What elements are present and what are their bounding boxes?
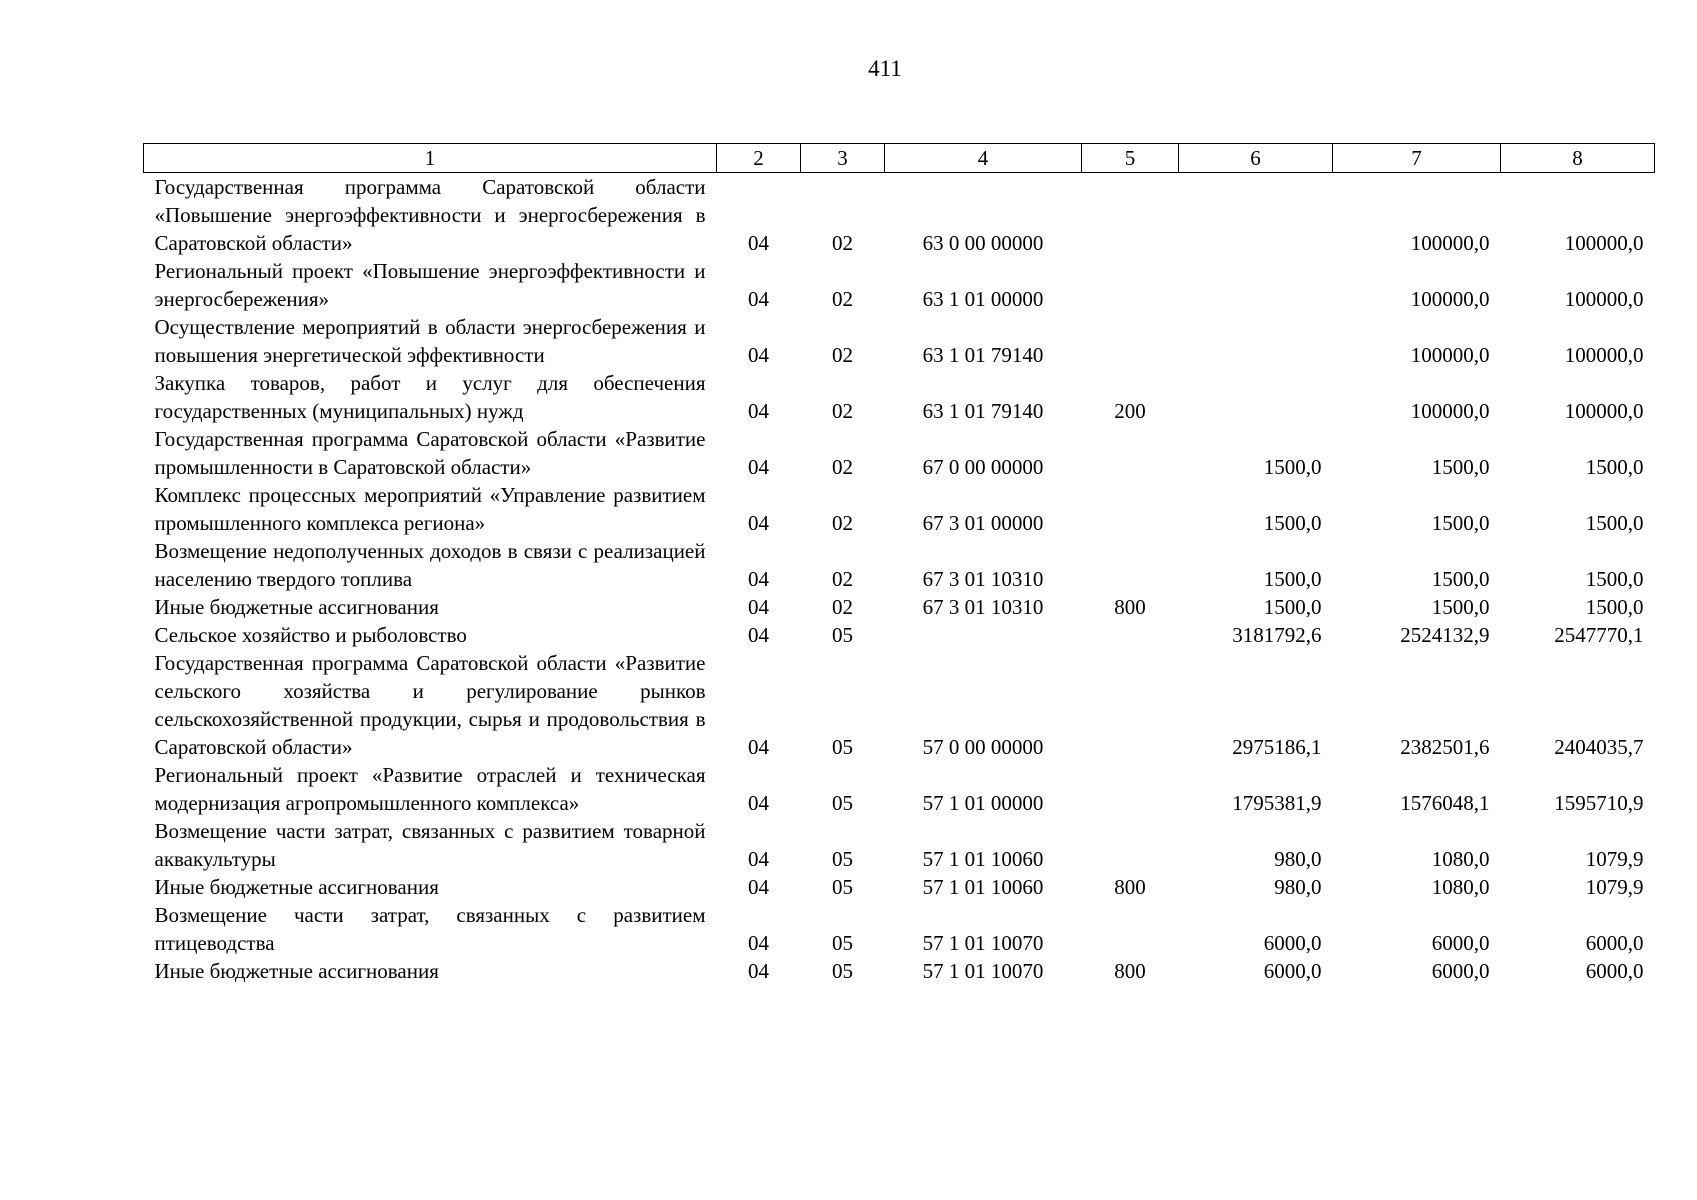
row-amount-col7: 1080,0: [1431, 847, 1490, 871]
row-subsection-code: 05: [832, 847, 853, 871]
row-amount-col7: 2382501,6: [1400, 735, 1490, 759]
row-amount-col6: 6000,0: [1263, 931, 1322, 955]
row-amount-col7: 100000,0: [1410, 231, 1490, 255]
row-subsection-code: 02: [832, 567, 853, 591]
row-target-article: 63 1 01 79140: [922, 343, 1044, 367]
row-section-code: 04: [748, 623, 769, 647]
row-amount-col6: 6000,0: [1263, 959, 1322, 983]
row-target-article: 67 3 01 10310: [922, 595, 1044, 619]
header-col-3: 3: [801, 144, 885, 173]
row-section-code: 04: [748, 231, 769, 255]
row-name: Возмещение части затрат, связанных с развитием птицеводства: [154, 903, 706, 955]
row-amount-col6: [1179, 257, 1333, 313]
row-amount-col8: 1079,9: [1585, 847, 1644, 871]
page-number: 411: [868, 56, 902, 81]
row-expense-type: [1082, 649, 1179, 761]
row-expense-type: [1082, 817, 1179, 873]
row-name: Возмещение части затрат, связанных с развитием товарной аквакультуры: [154, 819, 706, 871]
row-amount-col7: 1080,0: [1431, 875, 1490, 899]
row-expense-type: 800: [1114, 959, 1146, 983]
row-target-article: 63 0 00 00000: [922, 231, 1044, 255]
row-subsection-code: 02: [832, 595, 853, 619]
row-target-article: 63 1 01 79140: [922, 399, 1044, 423]
table-row: [144, 481, 1655, 537]
table-row: [144, 957, 1655, 985]
row-amount-col7: 100000,0: [1410, 399, 1490, 423]
row-subsection-code: 02: [832, 343, 853, 367]
row-amount-col6: 1500,0: [1263, 595, 1322, 619]
row-subsection-code: 02: [832, 287, 853, 311]
row-expense-type: 200: [1114, 399, 1146, 423]
row-amount-col6: [1179, 369, 1333, 425]
row-name: Сельское хозяйство и рыболовство: [154, 623, 467, 647]
row-name: Иные бюджетные ассигнования: [154, 959, 439, 983]
row-section-code: 04: [748, 847, 769, 871]
row-amount-col6: 3181792,6: [1232, 623, 1322, 647]
row-target-article: 57 1 01 10070: [922, 959, 1044, 983]
row-amount-col6: [1179, 173, 1333, 258]
row-subsection-code: 02: [832, 231, 853, 255]
row-section-code: 04: [748, 511, 769, 535]
row-target-article: 67 3 01 10310: [922, 567, 1044, 591]
table-row: [144, 313, 1655, 369]
row-expense-type: [1082, 761, 1179, 817]
row-subsection-code: 05: [832, 623, 853, 647]
budget-table: [143, 143, 1655, 985]
row-subsection-code: 02: [832, 511, 853, 535]
row-name: Комплекс процессных мероприятий «Управление развитием промышленного комплекса региона»: [154, 483, 706, 535]
header-col-1: 1: [144, 144, 717, 173]
row-amount-col6: 1500,0: [1263, 567, 1322, 591]
row-amount-col8: 2404035,7: [1554, 735, 1644, 759]
row-amount-col6: 1500,0: [1263, 511, 1322, 535]
row-amount-col7: 1576048,1: [1400, 791, 1490, 815]
table-row: [144, 173, 1655, 258]
row-target-article: 67 0 00 00000: [922, 455, 1044, 479]
row-expense-type: [1082, 425, 1179, 481]
row-section-code: 04: [748, 959, 769, 983]
row-name: Иные бюджетные ассигнования: [154, 875, 439, 899]
row-subsection-code: 02: [832, 455, 853, 479]
row-amount-col8: 1500,0: [1585, 455, 1644, 479]
row-section-code: 04: [748, 399, 769, 423]
row-target-article: 57 1 01 10070: [922, 931, 1044, 955]
table-row: [144, 873, 1655, 901]
row-target-article: 57 1 01 10060: [922, 875, 1044, 899]
row-expense-type: 800: [1114, 595, 1146, 619]
row-amount-col8: 1500,0: [1585, 511, 1644, 535]
row-amount-col8: 6000,0: [1585, 959, 1644, 983]
table-row: [144, 425, 1655, 481]
row-amount-col6: [1179, 313, 1333, 369]
row-amount-col8: 1079,9: [1585, 875, 1644, 899]
row-section-code: 04: [748, 931, 769, 955]
row-expense-type: [1082, 621, 1179, 649]
header-col-8: 8: [1501, 144, 1655, 173]
row-amount-col6: 2975186,1: [1232, 735, 1322, 759]
row-amount-col6: 980,0: [1274, 875, 1322, 899]
row-name: Государственная программа Саратовской области «Развитие сельского хозяйства и регулирование рынков сельскохозяйственной продукции, сырья и продовольствия в Саратовской области»: [154, 651, 706, 759]
row-section-code: 04: [748, 735, 769, 759]
row-expense-type: [1082, 173, 1179, 258]
row-expense-type: 800: [1114, 875, 1146, 899]
table-row: [144, 537, 1655, 593]
row-target-article: 57 1 01 00000: [922, 791, 1044, 815]
row-amount-col7: 1500,0: [1431, 595, 1490, 619]
table-row: [144, 369, 1655, 425]
row-name: Региональный проект «Развитие отраслей и техническая модернизация агропромышленного комплекса»: [154, 763, 706, 815]
row-amount-col8: 1595710,9: [1554, 791, 1644, 815]
header-col-6: 6: [1179, 144, 1333, 173]
header-row: [144, 144, 1655, 173]
row-amount-col8: 1500,0: [1585, 595, 1644, 619]
row-name: Закупка товаров, работ и услуг для обеспечения государственных (муниципальных) нужд: [154, 371, 706, 423]
row-amount-col7: 1500,0: [1431, 567, 1490, 591]
row-amount-col7: 100000,0: [1410, 287, 1490, 311]
row-target-article: 57 0 00 00000: [922, 735, 1044, 759]
row-expense-type: [1082, 257, 1179, 313]
row-amount-col7: 100000,0: [1410, 343, 1490, 367]
row-target-article: 67 3 01 00000: [922, 511, 1044, 535]
table-row: [144, 257, 1655, 313]
row-amount-col8: 100000,0: [1564, 231, 1644, 255]
row-subsection-code: 05: [832, 735, 853, 759]
row-section-code: 04: [748, 595, 769, 619]
row-name: Государственная программа Саратовской области «Повышение энергоэффективности и энергосбережения в Саратовской области»: [154, 175, 706, 255]
table-row: [144, 761, 1655, 817]
row-expense-type: [1082, 901, 1179, 957]
header-col-2: 2: [717, 144, 801, 173]
row-amount-col7: 1500,0: [1431, 511, 1490, 535]
row-subsection-code: 05: [832, 931, 853, 955]
row-subsection-code: 05: [832, 959, 853, 983]
row-amount-col8: 100000,0: [1564, 287, 1644, 311]
row-name: Региональный проект «Повышение энергоэффективности и энергосбережения»: [154, 259, 706, 311]
row-name: Осуществление мероприятий в области энергосбережения и повышения энергетической эффективности: [154, 315, 706, 367]
row-target-article: 63 1 01 00000: [922, 287, 1044, 311]
row-amount-col7: 2524132,9: [1400, 623, 1490, 647]
row-subsection-code: 02: [832, 399, 853, 423]
row-amount-col8: 2547770,1: [1554, 623, 1644, 647]
row-amount-col6: 980,0: [1274, 847, 1322, 871]
row-target-article: 57 1 01 10060: [922, 847, 1044, 871]
row-name: Иные бюджетные ассигнования: [154, 595, 439, 619]
row-amount-col6: 1500,0: [1263, 455, 1322, 479]
row-expense-type: [1082, 537, 1179, 593]
table-row: [144, 649, 1655, 761]
row-section-code: 04: [748, 343, 769, 367]
row-expense-type: [1082, 313, 1179, 369]
row-amount-col8: 100000,0: [1564, 399, 1644, 423]
row-amount-col8: 6000,0: [1585, 931, 1644, 955]
table-body: [144, 173, 1655, 986]
row-expense-type: [1082, 481, 1179, 537]
row-section-code: 04: [748, 455, 769, 479]
row-section-code: 04: [748, 287, 769, 311]
header-col-7: 7: [1333, 144, 1501, 173]
row-amount-col8: 1500,0: [1585, 567, 1644, 591]
row-subsection-code: 05: [832, 875, 853, 899]
table-row: [144, 817, 1655, 873]
row-subsection-code: 05: [832, 791, 853, 815]
row-section-code: 04: [748, 567, 769, 591]
table-row: [144, 901, 1655, 957]
row-amount-col6: 1795381,9: [1232, 791, 1322, 815]
table-row: [144, 621, 1655, 649]
row-amount-col7: 6000,0: [1431, 959, 1490, 983]
row-name: Государственная программа Саратовской области «Развитие промышленности в Саратовской области»: [154, 427, 706, 479]
row-target-article: [885, 621, 1082, 649]
header-col-5: 5: [1082, 144, 1179, 173]
row-amount-col7: 1500,0: [1431, 455, 1490, 479]
row-section-code: 04: [748, 791, 769, 815]
row-name: Возмещение недополученных доходов в связи с реализацией населению твердого топлива: [154, 539, 706, 591]
table-row: [144, 593, 1655, 621]
table-header: [144, 144, 1655, 173]
header-col-4: 4: [885, 144, 1082, 173]
row-amount-col8: 100000,0: [1564, 343, 1644, 367]
row-section-code: 04: [748, 875, 769, 899]
row-amount-col7: 6000,0: [1431, 931, 1490, 955]
